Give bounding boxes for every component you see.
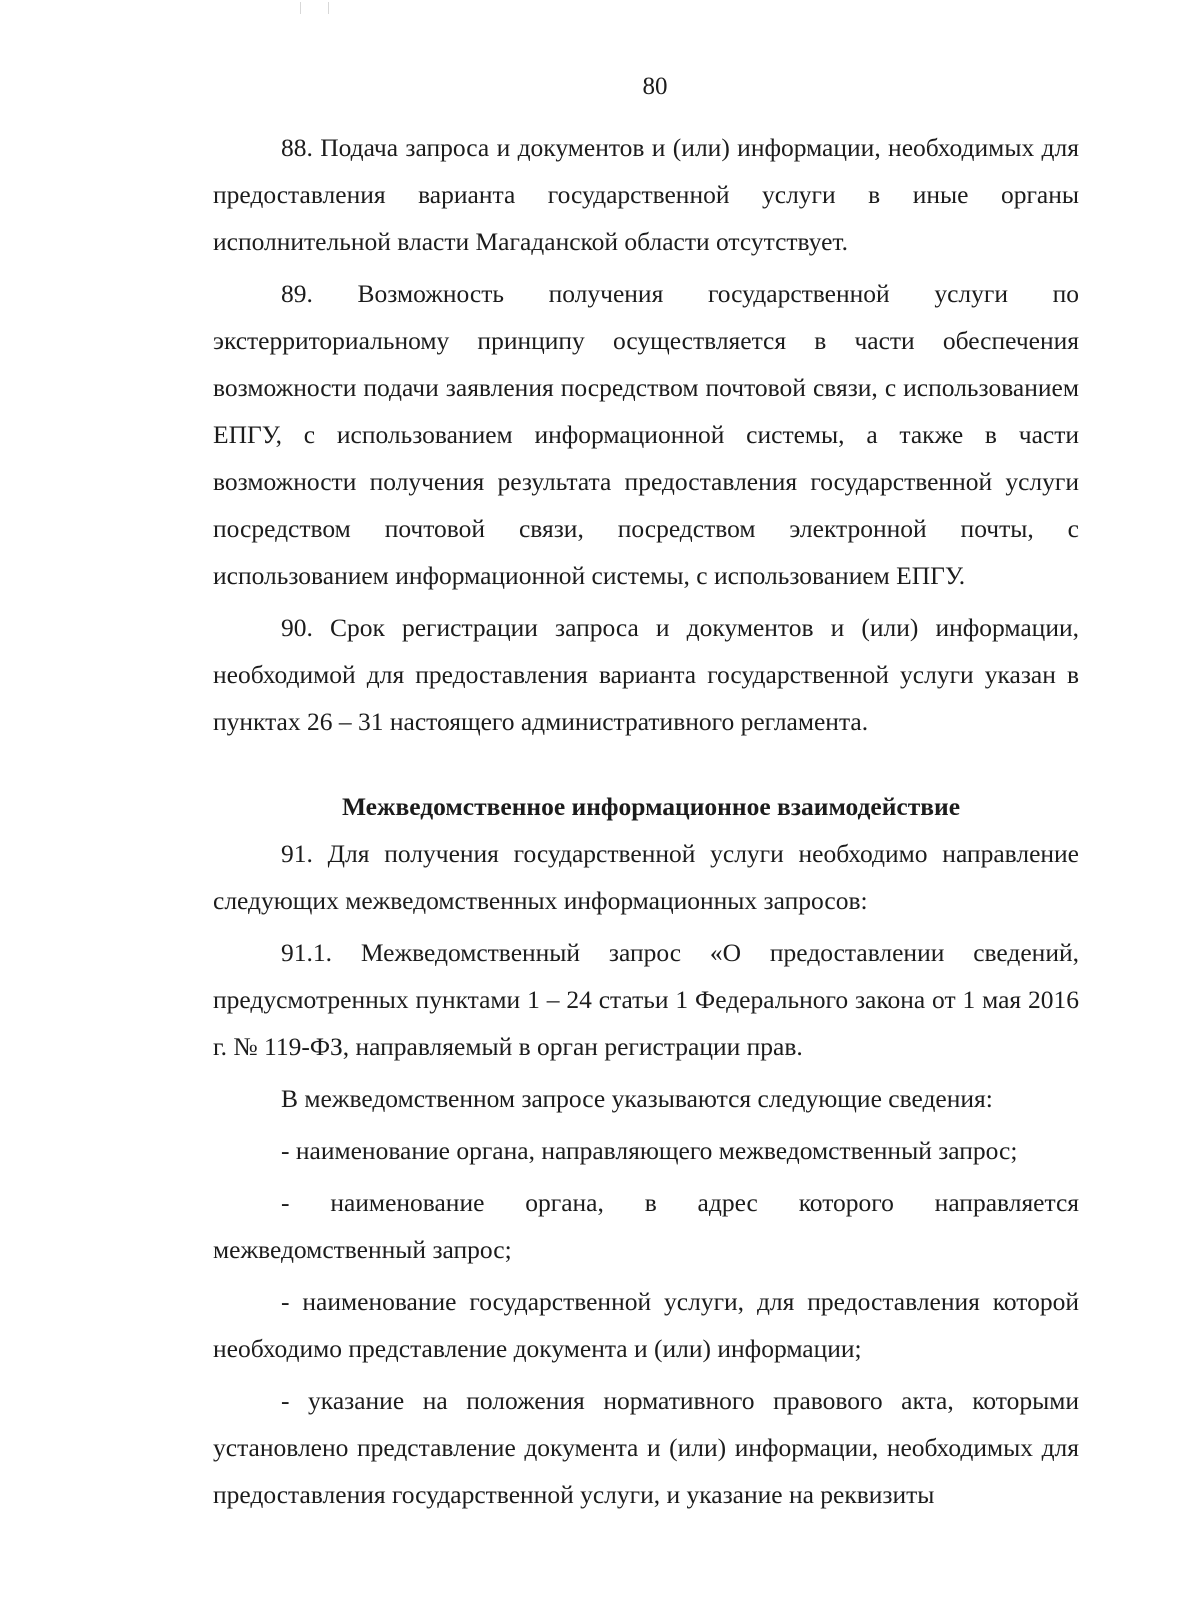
list-item: - наименование органа, в адрес которого направляется межведомственный запрос; <box>213 1188 1079 1264</box>
paragraph-90: 90. Срок регистрации запроса и документов и (или) информации, необходимой для предоставления варианта государственной услуги указан в пунктах 26 – 31 настоящего административного регламента. <box>213 613 1079 736</box>
page-number: 80 <box>642 73 668 100</box>
scan-mark <box>300 2 301 14</box>
paragraph-91: 91. Для получения государственной услуги необходимо направление следующих межведомственных информационных запросов: <box>213 839 1079 915</box>
list-item: - наименование органа, направляющего межведомственный запрос; <box>281 1136 1018 1165</box>
section-heading: Межведомственное информационное взаимодействие <box>341 792 961 821</box>
list-item: - указание на положения нормативного правового акта, которыми установлено представление документа и (или) информации, необходимых для предоставления государственной услуги, и указание на реквизиты <box>213 1386 1079 1509</box>
paragraph-88: 88. Подача запроса и документов и (или) информации, необходимых для предоставления варианта государственной услуги в иные органы исполнительной власти Магаданской области отсутствует. <box>213 133 1079 256</box>
paragraph-89: 89. Возможность получения государственной услуги по экстерриториальному принципу осуществляется в части обеспечения возможности подачи заявления посредством почтовой связи, с использованием ЕПГУ, с использованием информационной системы, а также в части возможности получения результата предоставления государственной услуги посредством почтовой связи, посредством электронной почты, с использованием информационной системы, с использованием ЕПГУ. <box>213 279 1079 590</box>
scan-mark <box>328 2 329 14</box>
document-body <box>213 124 1079 1518</box>
list-item: - наименование государственной услуги, для предоставления которой необходимо представление документа и (или) информации; <box>213 1287 1079 1363</box>
paragraph-91-1: 91.1. Межведомственный запрос «О предоставлении сведений, предусмотренных пунктами 1 – 24 статьи 1 Федерального закона от 1 мая 2016 г. № 119-ФЗ, направляемый в орган регистрации прав. <box>213 938 1079 1061</box>
paragraph-intro: В межведомственном запросе указываются следующие сведения: <box>281 1084 993 1113</box>
